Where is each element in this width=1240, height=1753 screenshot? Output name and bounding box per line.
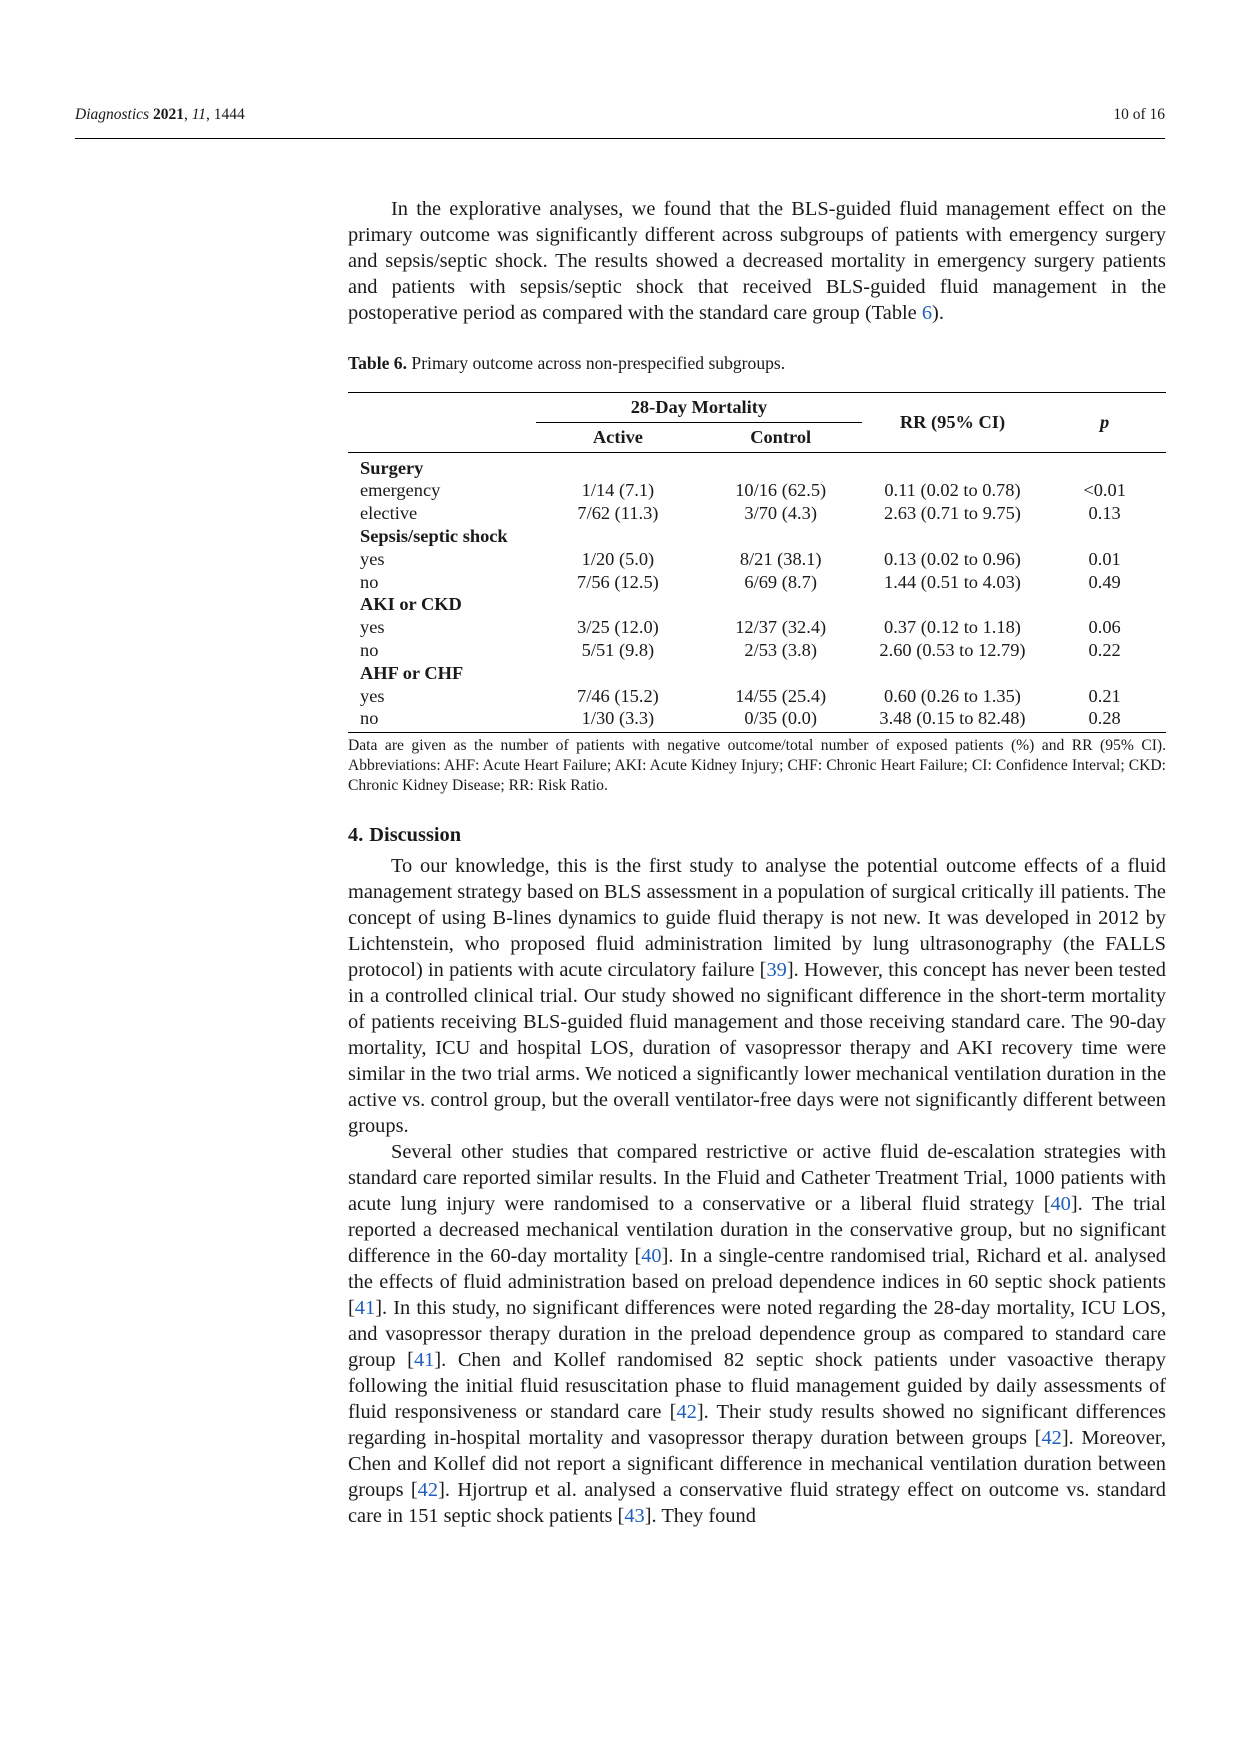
table-row (348, 502, 1166, 525)
row-label: yes (360, 548, 385, 569)
rr-cell: 0.60 (0.26 to 1.35) (884, 685, 1021, 706)
table-group-row (348, 452, 1166, 479)
p-cell: 0.01 (1088, 548, 1121, 569)
section-heading: 4. Discussion (348, 824, 462, 847)
citation-link[interactable]: 41 (413, 1349, 435, 1372)
citation: Diagnostics 2021, 11, 1444 (75, 106, 245, 123)
p-cell: 0.13 (1088, 503, 1121, 524)
control-cell: 10/16 (62.5) (735, 480, 827, 501)
control-cell: 14/55 (25.4) (735, 685, 827, 706)
row-label: no (360, 571, 379, 592)
p-cell: 0.21 (1088, 685, 1121, 706)
table-row (348, 639, 1166, 662)
paragraph-discussion-2: Several other studies that compared restrictive or active fluid de-escalation strategies with standard care reported similar results. In the Fluid and Catheter Treatment Trial, 1000 patients with acute lung injury were randomised to a conservative or a liberal fluid strategy [40]. The trial reported a decreased mechanical ventilation duration in the conservative group, but no significant difference in the 60-day mortality [40]. In a single-centre randomised trial, Richard et al. analysed the effects of fluid administration based on preload dependence indices in 60 septic shock patients [41]. In this study, no significant differences were noted regarding the 28-day mortality, ICU LOS, and vasopressor therapy duration in the preload dependence group as compared to standard care group [41]. Chen and Kollef randomised 82 septic shock patients under vasoactive therapy following the initial fluid resuscitation phase to fluid management guided by daily assessments of fluid responsiveness or standard care [42]. Their study results showed no significant differences regarding in-hospital mortality and vasopressor therapy duration between groups [42]. Moreover, Chen and Kollef did not report a significant difference in mechanical ventilation duration between groups [42]. Hjortrup et al. analysed a conservative fluid strategy effect on outcome vs. standard care in 151 septic shock patients [43]. They found (348, 1141, 1166, 1528)
rr-cell: 0.37 (0.12 to 1.18) (884, 617, 1021, 638)
table-row (348, 707, 1166, 732)
table-row (348, 616, 1166, 639)
row-label: elective (360, 503, 418, 524)
citation-link[interactable]: 42 (1041, 1427, 1062, 1450)
row-label: no (360, 639, 379, 660)
running-header (75, 106, 1165, 124)
control-cell: 2/53 (3.8) (744, 639, 817, 660)
rr-cell: 3.48 (0.15 to 82.48) (879, 708, 1026, 729)
citation-link[interactable]: 42 (417, 1479, 439, 1502)
citation-link[interactable]: 40 (1050, 1193, 1071, 1216)
table-link[interactable]: 6 (921, 302, 933, 324)
paragraph-discussion-1: To our knowledge, this is the first study to analyse the potential outcome effects of a fluid management strategy based on BLS assessment in a population of surgical critically ill patients. The concept of using B-lines dynamics to guide fluid therapy is not new. It was developed in 2012 by Lichtenstein, who proposed fluid administration limited by lung ultrasonography (the FALLS protocol) in patients with acute circulatory failure [39]. However, this concept has never been tested in a controlled clinical trial. Our study showed no significant difference in the short-term mortality of patients receiving BLS-guided fluid management and those receiving standard care. The 90-day mortality, ICU and hospital LOS, duration of vasopressor therapy and AKI recovery time were similar in the two trial arms. We noticed a significantly lower mechanical ventilation duration in the active vs. control group, but the overall ventilator-free days were not significantly different between groups. (348, 855, 1167, 1138)
rr-header: RR (95% CI) (899, 411, 1006, 432)
rr-cell: 0.13 (0.02 to 0.96) (884, 548, 1021, 569)
row-label: no (360, 708, 379, 729)
control-header: Control (750, 426, 812, 447)
p-cell: 0.49 (1088, 571, 1121, 592)
active-cell: 3/25 (12.0) (577, 617, 659, 638)
control-cell: 6/69 (8.7) (744, 571, 817, 592)
table-note: Data are given as the number of patients with negative outcome/total number of exposed patients (%) and RR (95% CI). Abbreviations: AHF: Acute Heart Failure; AKI: Acute Kidney Injury; CHF: Chronic Heart Failure; CI: Confidence Interval; CKD: Chronic Kidney Disease; RR: Risk Ratio. (348, 737, 1166, 795)
rr-cell: 2.63 (0.71 to 9.75) (884, 503, 1021, 524)
active-cell: 7/62 (11.3) (577, 503, 659, 524)
p-cell: 0.06 (1088, 617, 1121, 638)
control-cell: 8/21 (38.1) (739, 548, 822, 569)
table-row (348, 571, 1166, 594)
p-header: p (1100, 411, 1110, 432)
row-label: yes (360, 617, 385, 638)
table-group-row (348, 662, 1166, 685)
active-cell: 1/20 (5.0) (581, 548, 655, 569)
p-cell: <0.01 (1083, 480, 1126, 501)
page-content (348, 196, 1166, 1529)
active-cell: 7/56 (12.5) (577, 571, 659, 592)
mortality-header: 28-Day Mortality (536, 393, 862, 423)
citation-link[interactable]: 43 (624, 1505, 645, 1528)
row-label: yes (360, 685, 385, 706)
header-divider (75, 138, 1165, 139)
active-cell: 5/51 (9.8) (581, 639, 655, 660)
active-header: Active (592, 426, 643, 447)
rr-cell: 2.60 (0.53 to 12.79) (879, 639, 1026, 660)
control-cell: 0/35 (0.0) (744, 708, 817, 729)
table-body (348, 452, 1166, 733)
active-cell: 1/30 (3.3) (581, 708, 655, 729)
row-label: emergency (360, 480, 441, 501)
table-group-row (348, 593, 1166, 616)
rr-cell: 1.44 (0.51 to 4.03) (884, 571, 1021, 592)
p-cell: 0.22 (1088, 639, 1121, 660)
citation-link[interactable]: 41 (354, 1297, 376, 1320)
table-caption: Table 6. Primary outcome across non-prespecified subgroups. (348, 353, 786, 373)
group-label: Surgery (360, 457, 424, 478)
citation-link[interactable]: 42 (676, 1401, 697, 1424)
rr-cell: 0.11 (0.02 to 0.78) (884, 480, 1021, 501)
table-6 (348, 392, 1166, 733)
citation-link[interactable]: 39 (766, 959, 787, 982)
group-label: Sepsis/septic shock (360, 525, 508, 546)
table-row (348, 685, 1166, 708)
citation-link[interactable]: 40 (641, 1245, 662, 1268)
paragraph-explorative: In the explorative analyses, we found that the BLS-guided fluid management effect on the primary outcome was significantly different across subgroups of patients with emergency surgery and sepsis/septic shock. The results showed a decreased mortality in emergency surgery patients and patients with sepsis/septic shock that received BLS-guided fluid management in the postoperative period as compared with the standard care group (Table 6). (348, 198, 1166, 324)
active-cell: 7/46 (15.2) (577, 685, 659, 706)
group-label: AKI or CKD (360, 594, 462, 615)
control-cell: 3/70 (4.3) (744, 503, 817, 524)
control-cell: 12/37 (32.4) (735, 617, 827, 638)
p-cell: 0.28 (1088, 708, 1121, 729)
active-cell: 1/14 (7.1) (581, 480, 655, 501)
group-label: AHF or CHF (360, 662, 464, 683)
table-row (348, 548, 1166, 571)
page-number: 10 of 16 (1113, 106, 1165, 123)
table-group-row (348, 525, 1166, 548)
table-row (348, 479, 1166, 502)
